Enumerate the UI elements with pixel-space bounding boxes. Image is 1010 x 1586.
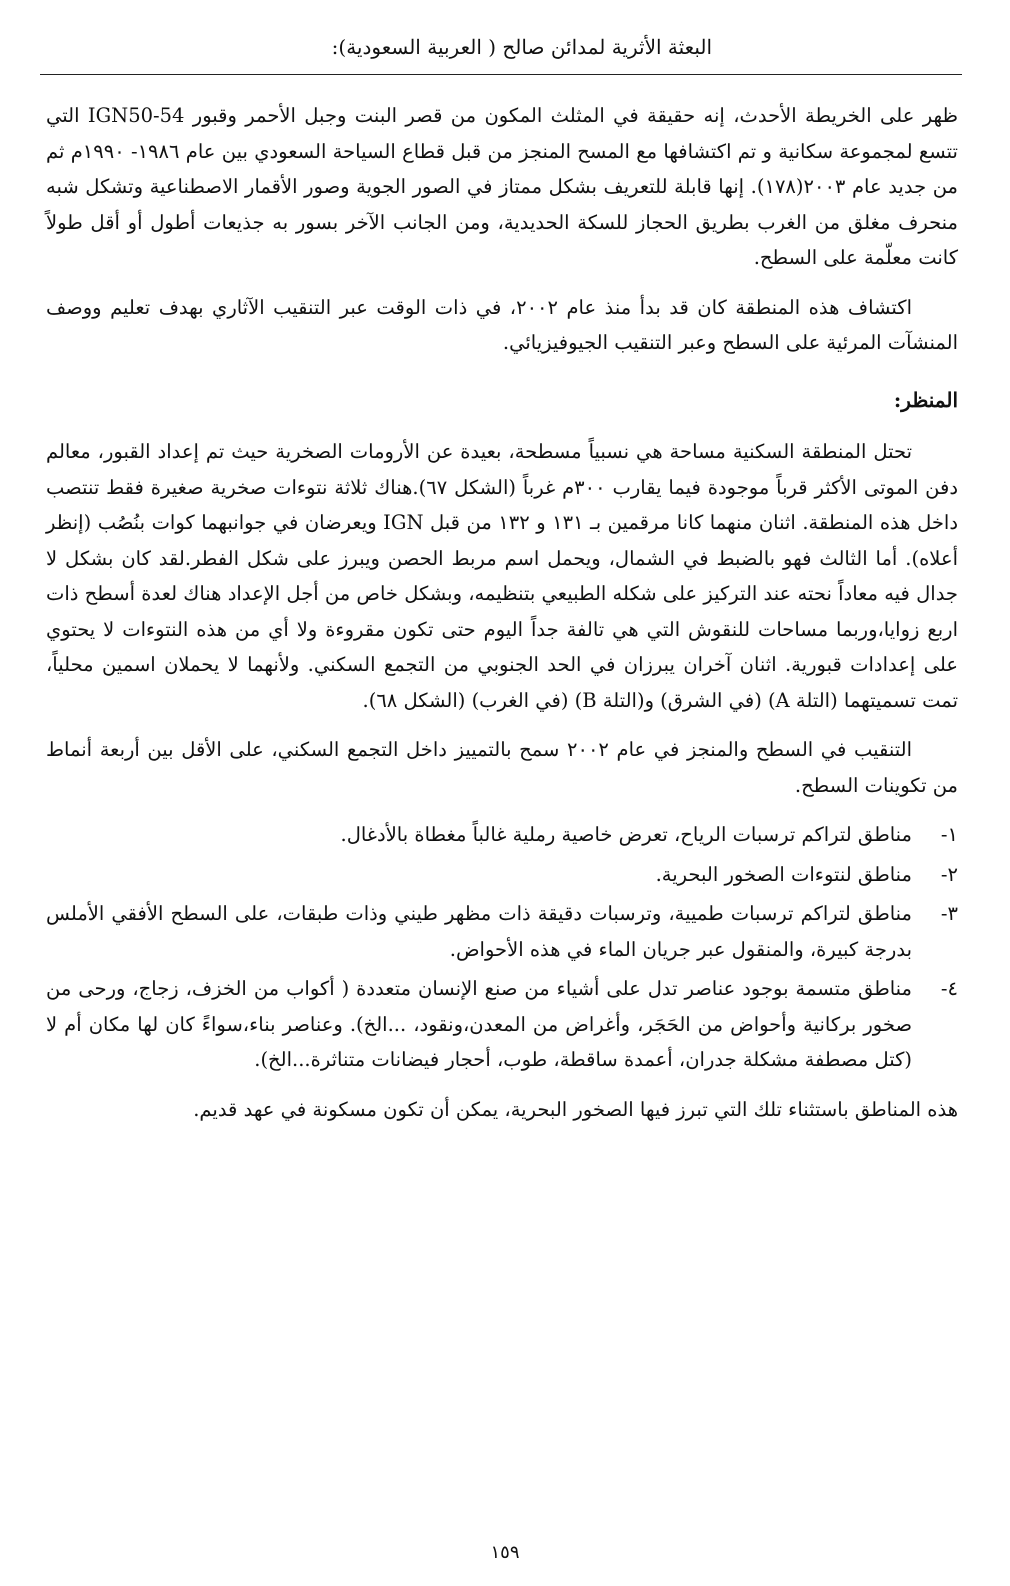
list-item [46,896,958,967]
paragraph-2: اكتشاف هذه المنطقة كان قد بدأ منذ عام ٢٠٠٢، في ذات الوقت عبر التنقيب الآثاري بهدف تعليم ووصف المنشآت المرئية على السطح وعبر التنقيب الجيوفيزيائي. [46,295,958,354]
list-item-text: مناطق لتراكم ترسبات طميية، وترسبات دقيقة ذات مظهر طيني وذات طبقات، على السطح الأفقي الأملس بدرجة كبيرة، والمنقول عبر جريان الماء في هذه الأحواض. [46,902,912,961]
page-number: ١٥٩ [490,1542,520,1563]
list-item [46,817,958,853]
list-item-number: ١- [940,823,958,846]
paragraph-3: تحتل المنطقة السكنية مساحة هي نسبياً مسطحة، بعيدة عن الأرومات الصخرية حيث تم إعداد القبور، معالم دفن الموتى الأكثر قرباً موجودة فيما يقارب ٣٠٠م غرباً (الشكل ٦٧).هناك ثلاثة نتوءات صخرية صغيرة فقط تنتصب داخل هذه المنطقة. اثنان منهما كانا مرقمين بـ ١٣١ و ١٣٢ من قبل IGN ويعرضان في جوانبهما كوات بنُصُب (إنظر أعلاه). أما الثالث فهو بالضبط في الشمال، ويحمل اسم مربط الحصن ويبرز على شكل الفطر.لقد كان بشكل لا جدال فيه معاداً نحته عند التركيز على شكله الطبيعي بتنظيمه، وبشكل خاص من أجل الإعداد هناك لعدة أسطح ذات اربع زوايا،وربما مساحات للنقوش التي هي تالفة جداً اليوم حتى تكون مقروءة ولا أي من هذه النتوءات لا يحتوي على إعدادات قبورية. اثنان آخران يبرزان في الحد الجنوبي من التجمع السكني. ولأنهما لا يحملان اسمين محلياً، تمت تسميتهما (التلة A) (في الشرق) و(التلة B) (في الغرب) (الشكل ٦٨). [46,440,959,712]
list-item [46,857,958,893]
section-heading: المنظر: [893,387,958,412]
list-item [46,971,958,1078]
list-item-number: ٢- [940,862,958,886]
surface-types-list [46,817,958,1078]
paragraph-1: ظهر على الخريطة الأحدث، إنه حقيقة في المثلث المكون من قصر البنت وجبل الأحمر وقبور IGN50-54 التي تتسع لمجموعة سكانية و تم اكتشافها مع المسح المنجز من قبل قطاع السياحة السعودي بين عام ١٩٨٦- ١٩٩٠م ثم من جديد عام ٢٠٠٣(١٧٨). إنها قابلة للتعريف بشكل ممتاز في الصور الجوية وصور الأقمار الاصطناعية وتشكل شبه منحرف مغلق من الغرب بطريق الحجاز للسكة الحديدية، ومن الجانب الآخر بسور به جذيعات أطول أو أقل طولاً كانت معلّمة على السطح. [46,104,958,269]
list-item-text: مناطق لتراكم ترسبات الرياح، تعرض خاصية رملية غالباً مغطاة بالأدغال. [340,823,912,846]
paragraph-4: التنقيب في السطح والمنجز في عام ٢٠٠٢ سمح بالتمييز داخل التجمع السكني، على الأقل بين أربعة أنماط من تكوينات السطح. [46,738,958,797]
list-item-text: مناطق لنتوءات الصخور البحرية. [655,862,912,886]
closing-paragraph: هذه المناطق باستثناء تلك التي تبرز فيها الصخور البحرية، يمكن أن تكون مسكونة في عهد قديم. [193,1097,958,1121]
list-item-number: ٤- [940,977,958,1000]
body-text [46,98,958,1127]
running-header [40,30,962,75]
list-item-number: ٣- [940,902,958,925]
list-item-text: مناطق متسمة بوجود عناصر تدل على أشياء من صنع الإنسان متعددة ( أكواب من الخزف، زجاج، ورحى من صخور بركانية وأحواض من الحَجَر، وأغراض من المعدن،ونقود، ...الخ). وعناصر بناء،سواءً كان لها مكان أم لا (كتل مصطفة مشكلة جدران، أعمدة ساقطة، طوب، أحجار فيضانات متناثرة...الخ). [46,977,912,1071]
running-title: البعثة الأثرية لمدائن صالح ( العربية السعودية): [331,35,712,59]
